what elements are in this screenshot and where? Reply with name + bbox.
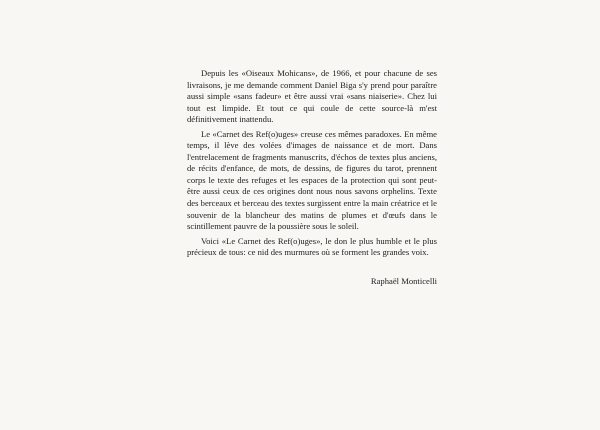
- author-signature: Raphaël Monticelli: [370, 276, 437, 286]
- paragraph-3: Voici «Le Carnet des Ref(o)uges», le don le plus humble et le plus précieux de tous: ce nid des murmures où se forment les grandes voix.: [187, 235, 437, 258]
- paragraph-1: Depuis les «Oiseaux Mohicans», de 1966, et pour chacune de ses livraisons, je me demande comment Daniel Biga s'y prend pour paraître aussi simple «sans fadeur» et être aussi vrai «sans niaiserie». Chez lui tout est limpide. Et tout ce qui coule de cette source-là m'est définitivement inattendu.: [187, 68, 437, 125]
- body-text: [187, 68, 437, 259]
- paragraph-2: Le «Carnet des Ref(o)uges» creuse ces mêmes paradoxes. En même temps, il lève des volées d'images de naissance et de mort. Dans l'entrelacement de fragments manuscrits, d'échos de textes plus anciens, de récits d'enfance, de mots, de dessins, de figures du tarot, prennent corps le texte des refuges et les espaces de la protection qui sont peut-être aussi ceux de ces origines dont nous nous savons orphelins. Texte des berceaux et berceau des textes surgissent entre la main créatrice et le souvenir de la blancheur des matins de plumes et d'œufs dans le scintillement pauvre de la poussière sous le soleil.: [187, 128, 437, 232]
